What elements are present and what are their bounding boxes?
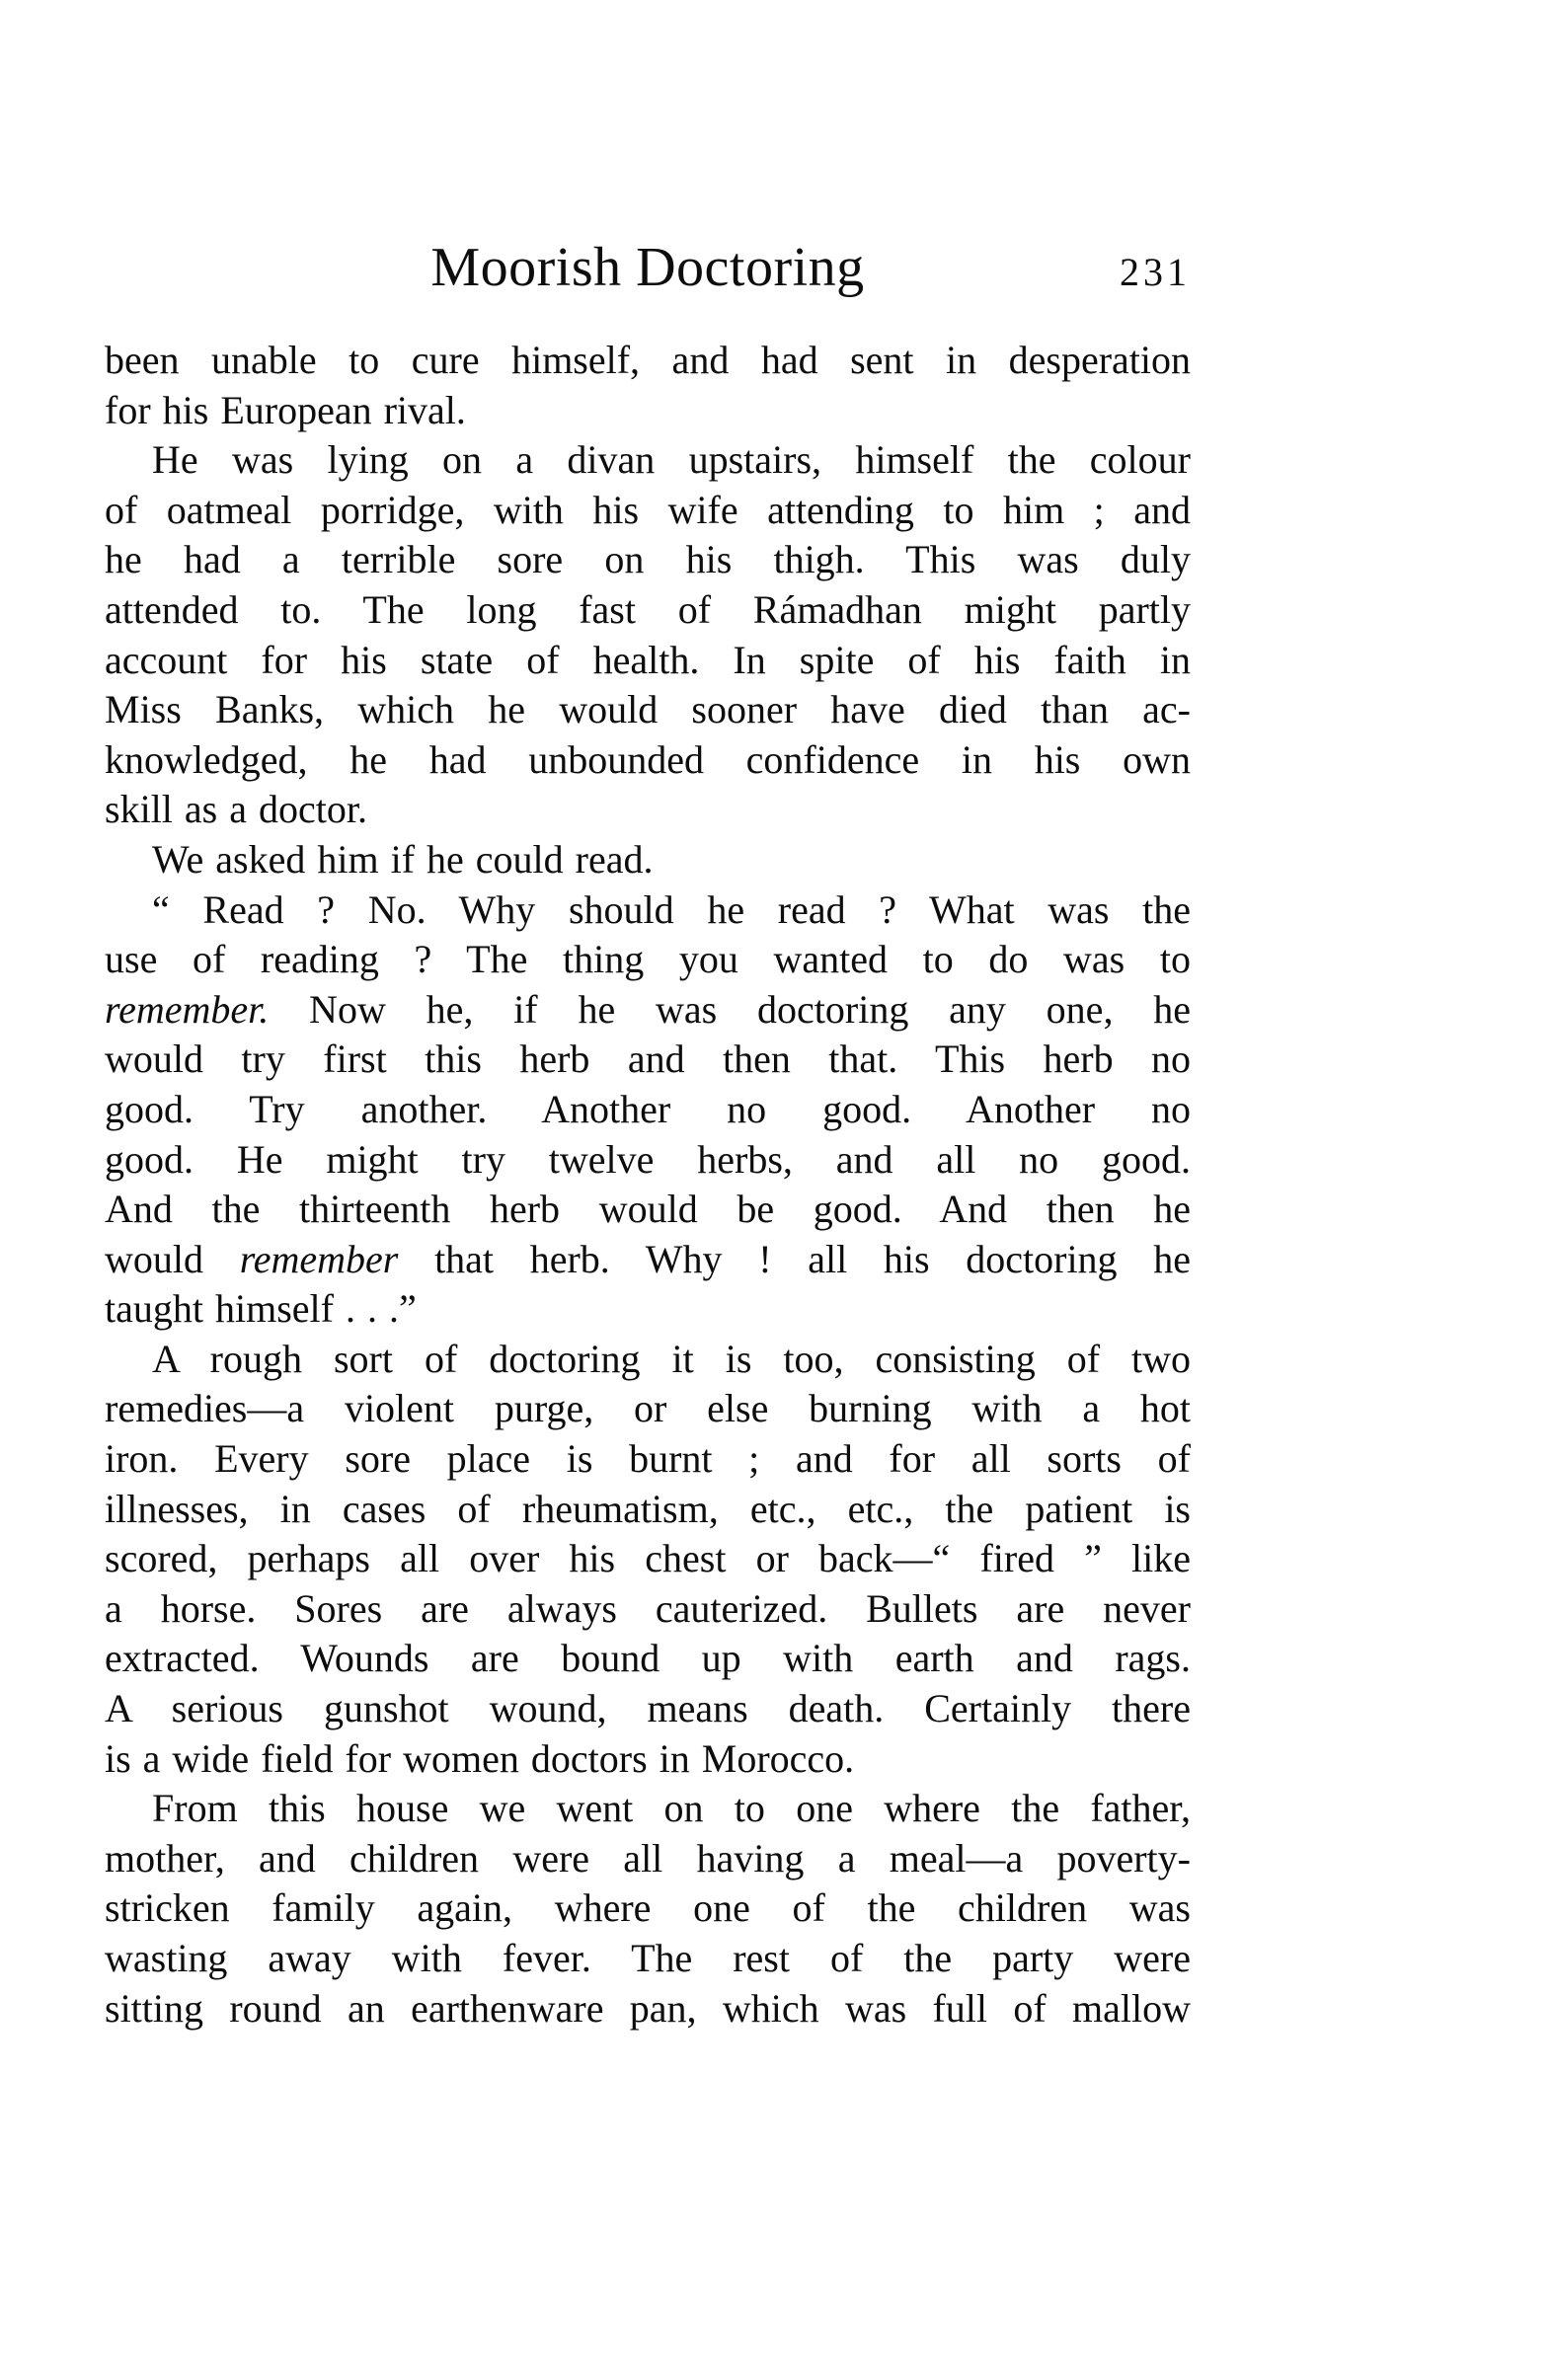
page-number: 231 — [1120, 250, 1191, 294]
text-line — [105, 585, 1191, 636]
text-line — [105, 1485, 1191, 1535]
text-segment: wasting away with fever. The rest of the party were — [105, 1936, 1191, 1980]
text-line — [105, 1883, 1191, 1934]
text-line — [105, 386, 1191, 436]
text-line — [105, 1634, 1191, 1684]
text-segment: Now he, if he was doctoring any one, he — [269, 986, 1191, 1032]
text-segment: sitting round an earthenware pan, which was full of mallow — [105, 1985, 1191, 2031]
text-line — [105, 336, 1191, 386]
italic-text: remember — [239, 1236, 399, 1281]
text-line — [105, 1035, 1191, 1085]
text-segment: mother, and children were all having a meal—a poverty- — [105, 1835, 1191, 1881]
text-line — [105, 486, 1191, 536]
text-segment: good. He might try twelve herbs, and all no good. — [105, 1136, 1191, 1182]
paragraph-1 — [105, 336, 1191, 435]
text-segment: taught himself . . .” — [105, 1286, 417, 1332]
text-line — [105, 935, 1191, 985]
text-segment: Miss Banks, which he would sooner have died than ac- — [105, 687, 1191, 732]
text-segment: A rough sort of doctoring it is too, consisting of two — [152, 1336, 1191, 1381]
text-line — [105, 885, 1191, 936]
page-body — [105, 336, 1191, 2034]
paragraph-6 — [105, 1784, 1191, 2034]
text-line — [105, 1784, 1191, 1834]
text-segment: illnesses, in cases of rheumatism, etc., etc., the patient is — [105, 1486, 1191, 1531]
text-line — [105, 1584, 1191, 1635]
text-line — [105, 1934, 1191, 1984]
text-segment: a horse. Sores are always cauterized. Bullets are never — [105, 1585, 1191, 1631]
page-title: Moorish Doctoring — [430, 237, 865, 298]
text-line — [105, 1834, 1191, 1884]
text-segment: is a wide field for women doctors in Morocco. — [105, 1735, 855, 1781]
text-segment: skill as a doctor. — [105, 787, 367, 832]
text-segment: remedies—a violent purge, or else burning with a hot — [105, 1386, 1191, 1431]
text-line — [105, 985, 1191, 1036]
paragraph-5 — [105, 1335, 1191, 1784]
text-line — [105, 435, 1191, 486]
text-segment: He was lying on a divan upstairs, himself the colour — [152, 437, 1191, 483]
text-line — [105, 1185, 1191, 1235]
text-segment: We asked him if he could read. — [152, 836, 654, 882]
paragraph-4 — [105, 885, 1191, 1335]
text-segment: scored, perhaps all over his chest or back—“ fired ” like — [105, 1536, 1191, 1581]
text-line — [105, 1984, 1191, 2035]
text-segment: of oatmeal porridge, with his wife attending to him ; and — [105, 487, 1191, 532]
text-segment: been unable to cure himself, and had sent in desperation — [105, 338, 1191, 382]
text-line — [105, 636, 1191, 686]
text-segment: From this house we went on to one where the father, — [152, 1786, 1191, 1831]
text-segment: A serious gunshot wound, means death. Certainly there — [105, 1686, 1191, 1731]
text-segment: account for his state of health. In spite of his faith in — [105, 637, 1191, 682]
text-line — [105, 1534, 1191, 1584]
text-segment: for his European rival. — [105, 387, 466, 432]
text-segment: attended to. The long fast of Rámadhan might partly — [105, 586, 1191, 632]
paragraph-3 — [105, 835, 1191, 885]
text-line — [105, 1734, 1191, 1785]
text-segment: knowledged, he had unbounded confidence in his own — [105, 736, 1191, 782]
text-segment: stricken family again, where one of the children was — [105, 1885, 1191, 1931]
text-line — [105, 1284, 1191, 1335]
text-segment: iron. Every sore place is burnt ; and for all sorts of — [105, 1436, 1191, 1482]
text-segment: use of reading ? The thing you wanted to do was to — [105, 937, 1191, 982]
text-line — [105, 1434, 1191, 1485]
text-segment: extracted. Wounds are bound up with earth and rags. — [105, 1636, 1191, 1681]
text-line — [105, 1235, 1191, 1285]
paragraph-2 — [105, 435, 1191, 835]
text-line — [105, 685, 1191, 735]
text-segment: he had a terrible sore on his thigh. This was duly — [105, 537, 1191, 582]
running-head — [105, 237, 1191, 301]
text-segment: And the thirteenth herb would be good. And then he — [105, 1187, 1191, 1232]
text-line — [105, 735, 1191, 786]
text-segment: “ Read ? No. Why should he read ? What was the — [152, 886, 1191, 932]
italic-text: remember. — [105, 986, 270, 1032]
text-line — [105, 1335, 1191, 1385]
text-line — [105, 1085, 1191, 1135]
text-segment: would — [105, 1236, 240, 1281]
text-line — [105, 835, 1191, 885]
text-line — [105, 785, 1191, 835]
text-line — [105, 535, 1191, 585]
text-segment: would try first this herb and then that. This herb no — [105, 1036, 1191, 1082]
text-line — [105, 1135, 1191, 1186]
text-line — [105, 1684, 1191, 1734]
text-segment: good. Try another. Another no good. Another no — [105, 1086, 1191, 1131]
text-segment: that herb. Why ! all his doctoring he — [398, 1236, 1191, 1281]
text-line — [105, 1384, 1191, 1434]
